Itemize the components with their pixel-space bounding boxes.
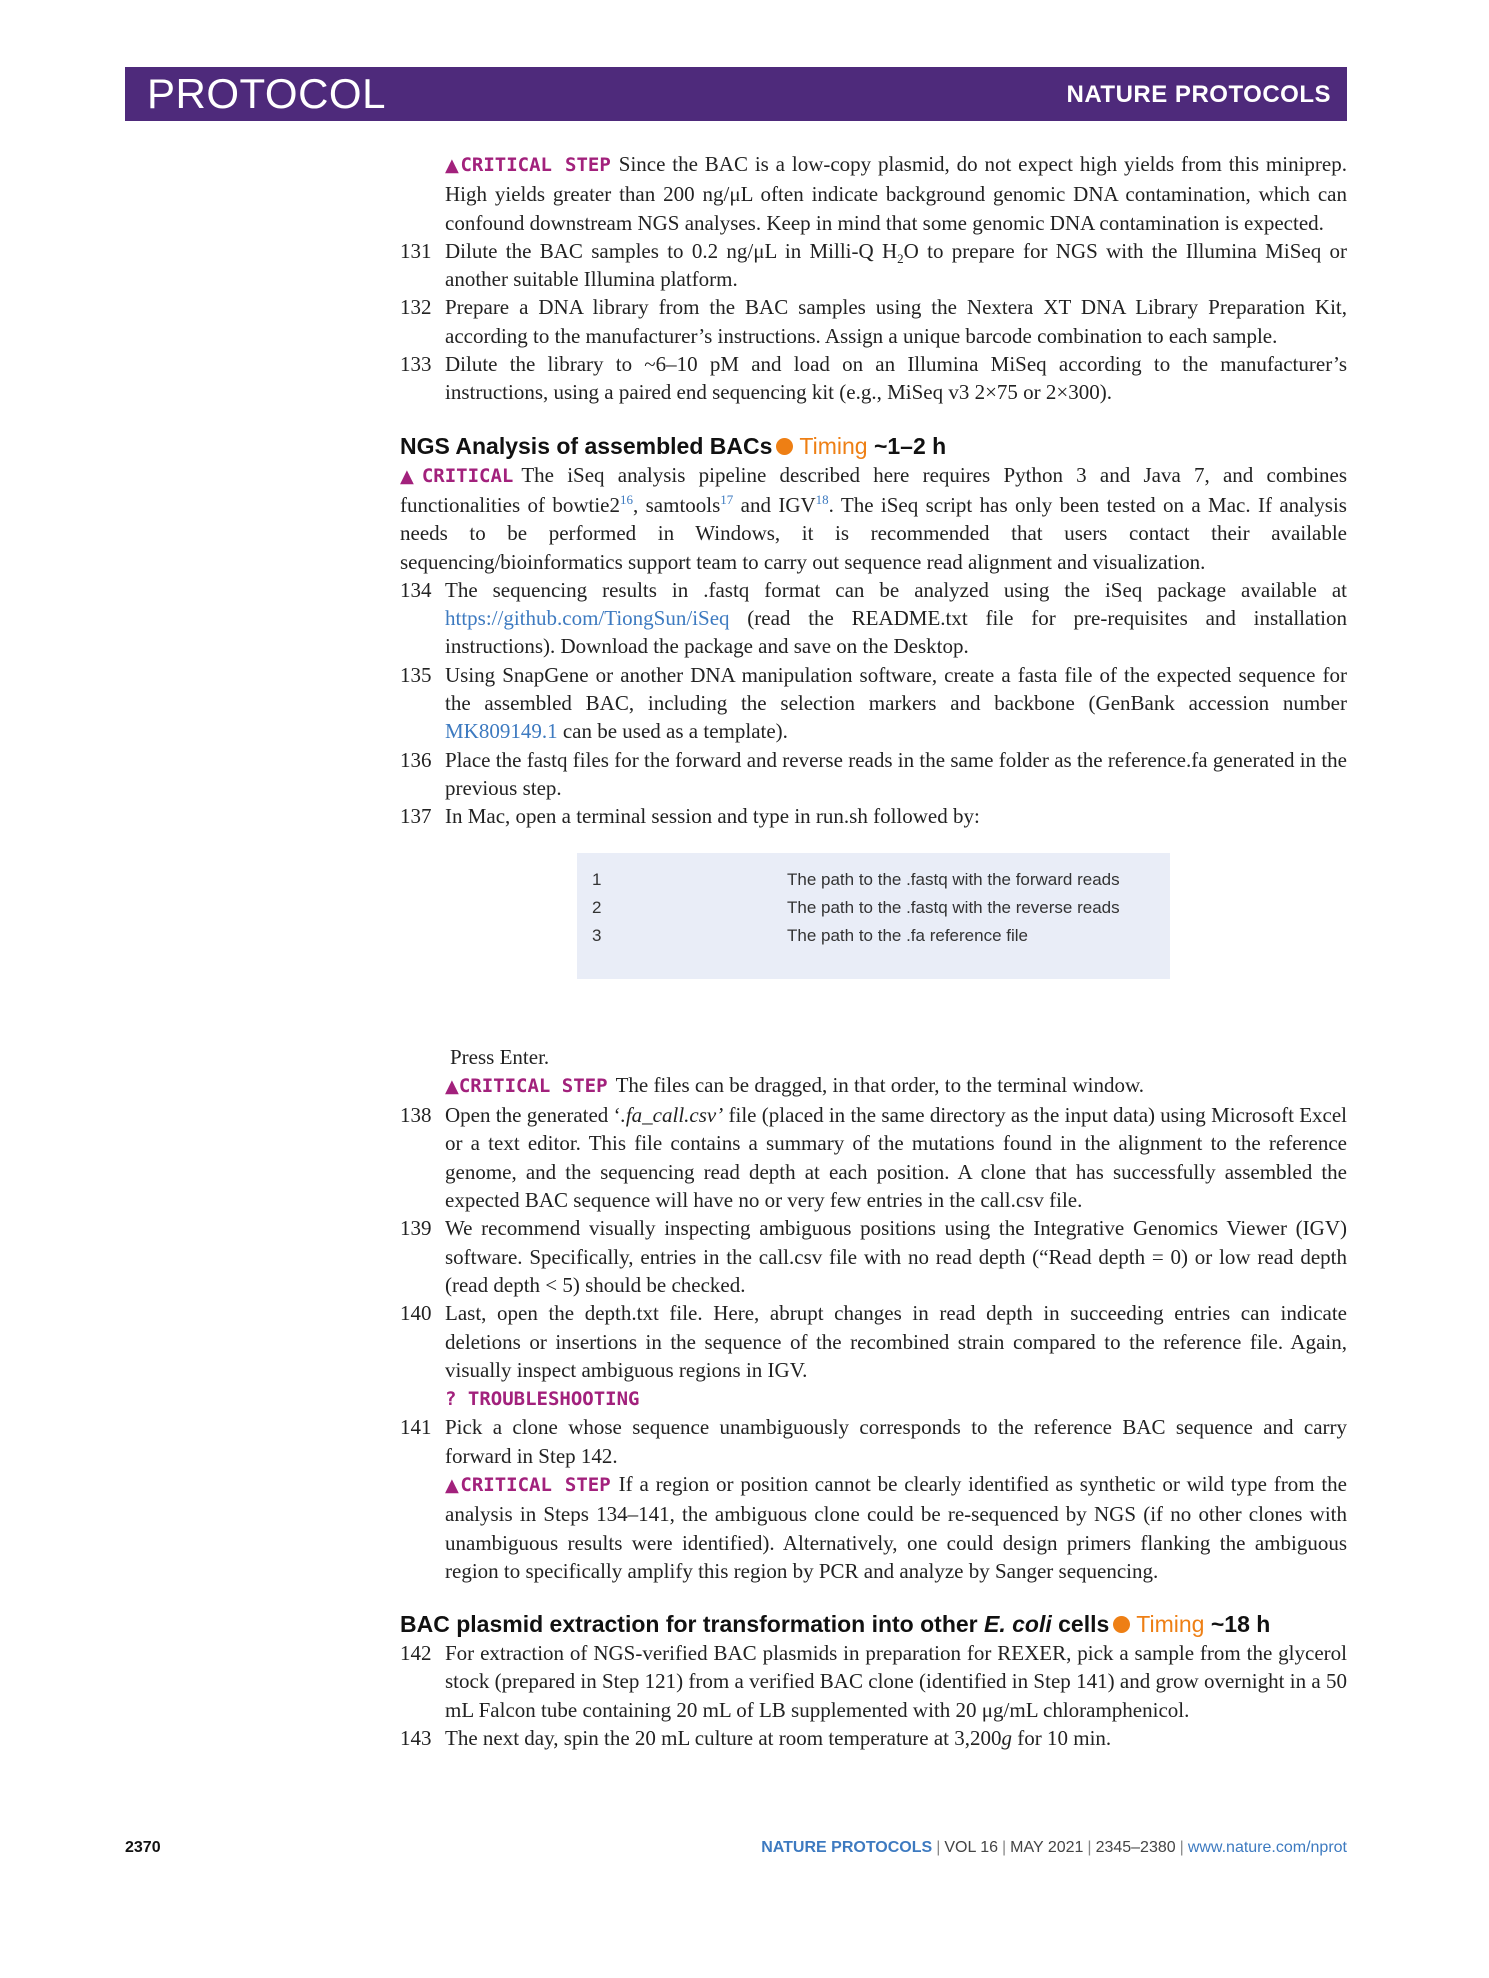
warning-triangle-icon: ▲ <box>445 1075 459 1097</box>
command-argument-row: 1 The path to the .fastq with the forward reads <box>592 869 1120 889</box>
step-131: 131 Dilute the BAC samples to 0.2 ng/μL in Milli-Q $H_2O$ to prepare for NGS with the Illumina MiSeq or another suitable Illumina platform. <box>400 238 1347 292</box>
footer-pages: 2345–2380 <box>1095 1839 1176 1856</box>
journal-name: NATURE PROTOCOLS <box>1066 81 1331 108</box>
section-type-label: PROTOCOL <box>147 70 386 117</box>
iseq-github-link[interactable]: https://github.com/TiongSun/iSeq <box>445 606 730 631</box>
step-number: 139 <box>400 1216 432 1241</box>
step-number: 142 <box>400 1641 432 1666</box>
step-136: 136 Place the fastq files for the forward and reverse reads in the same folder as the reference.fa generated in the previous step. <box>400 747 1347 800</box>
step-139: 139 We recommend visually inspecting ambiguous positions using the Integrative Genomics Viewer (IGV) software. Specifically, entries in the call.csv file with no read depth (“Read depth = 0) or low read depth (read depth < 5) should be checked. <box>400 1216 1347 1297</box>
command-arguments-box <box>577 853 1170 979</box>
section-heading-ngs-analysis: NGS Analysis of assembled BACs Timing ~1–2 h <box>400 432 947 459</box>
step-138: 138 Open the generated ‘.fa_call.csv’ file (placed in the same directory as the input data) using Microsoft Excel or a text editor. This file contains a summary of the mutations found in the alignment to the reference genome, and the sequencing read depth at each position. A clone that has successfully assembled the expected BAC sequence will have no or very few entries in the call.csv file. <box>400 1103 1347 1213</box>
header-bar <box>125 67 1347 121</box>
critical-step-ambiguous-region: ▲CRITICAL STEP If a region or position cannot be clearly identified as synthetic or wild type from the analysis in Steps 134–141, the ambiguous clone could be re-sequenced by NGS (if no other clones with unambiguous results were identified). Alternatively, one could design primers flanking the ambiguous region to specifically amplify this region by PCR and analyze by Sanger sequencing. <box>445 1471 1347 1583</box>
step-number: 138 <box>400 1103 432 1128</box>
critical-note-pipeline: ▲CRITICAL The iSeq analysis pipeline described here requires Python 3 and Java 7, and combines functionalities of $bowtie2^{16}$, samtools$^{17}$ and IGV$^{18}$. The iSeq script has only been tested on a Mac. If analysis needs to be performed in Windows, it is recommended that users contact their available sequencing/bioinformatics support team to carry out sequence read alignment and visualization. <box>400 462 1348 574</box>
footer-citation: NATURE PROTOCOLS | VOL 16 | MAY 2021 | 2345–2380 | www.nature.com/nprot <box>761 1839 1347 1856</box>
footer-date: MAY 2021 <box>1010 1839 1084 1856</box>
command-argument-row: 2 The path to the .fastq with the reverse reads <box>592 897 1120 917</box>
genbank-accession-link[interactable]: MK809149.1 <box>445 719 558 744</box>
step-number: 136 <box>400 747 432 772</box>
step-137: 137 In Mac, open a terminal session and type in run.sh followed by: <box>400 802 1347 830</box>
step-135: 135 Using SnapGene or another DNA manipulation software, create a fasta file of the expected sequence for the assembled BAC, including the selection markers and backbone (GenBank accession number MK809149.1 can be used as a template). <box>400 662 1347 744</box>
step-number: 131 <box>400 238 432 263</box>
step-number: 143 <box>400 1726 432 1751</box>
critical-step-label: ▲CRITICAL STEP <box>445 1074 608 1097</box>
troubleshooting-label: ? TROUBLESHOOTING <box>445 1388 640 1411</box>
step-142: 142 For extraction of NGS-verified BAC plasmids in preparation for REXER, pick a sample from the glycerol stock (prepared in Step 121) from a verified BAC clone (identified in Step 141) and grow overnight in a 50 mL Falcon tube containing 20 mL of LB supplemented with 20 μg/mL chloramphenicol. <box>400 1641 1347 1722</box>
page-number: 2370 <box>125 1839 161 1856</box>
reference-16[interactable]: 16 <box>620 491 634 507</box>
critical-step-label: ▲CRITICAL STEP <box>445 1473 611 1496</box>
critical-step-label: ▲CRITICAL STEP <box>445 154 611 176</box>
command-argument-row: 3 The path to the .fa reference file <box>592 925 1028 945</box>
reference-17[interactable]: 17 <box>720 491 734 507</box>
step-132: 132 Prepare a DNA library from the BAC samples using the Nextera XT DNA Library Preparation Kit, according to the manufacturer’s instructions. Assign a unique barcode combination to each sample. <box>400 295 1347 348</box>
critical-step-note: ▲CRITICAL STEP Since the BAC is a low-copy plasmid, do not expect high yields from this miniprep. High yields greater than 200 ng/μL often indicate background genomic DNA contamination, which can confound downstream NGS analyses. Keep in mind that some genomic DNA contamination is expected. <box>445 152 1347 235</box>
timing-dot-icon <box>776 438 793 455</box>
warning-triangle-icon: ▲ <box>445 155 461 176</box>
step-number: 133 <box>400 352 432 377</box>
section-heading-bac-extraction: BAC plasmid extraction for transformation into other E. coli cells Timing ~18 h <box>400 1611 1271 1638</box>
timing-dot-icon <box>1113 1616 1130 1633</box>
step-number: 134 <box>400 577 432 602</box>
step-140: 140 Last, open the depth.txt file. Here, abrupt changes in read depth in succeeding entries can indicate deletions or insertions in the sequence of the recombined strain compared to the reference file. Again, visually inspect ambiguous regions in IGV. <box>400 1301 1347 1382</box>
warning-triangle-icon: ▲ <box>400 465 422 487</box>
footer-url-link[interactable]: www.nature.com/nprot <box>1187 1839 1347 1856</box>
critical-step-drag-files: ▲CRITICAL STEP The files can be dragged, in that order, to the terminal window. <box>445 1072 1145 1097</box>
press-enter-text: Press Enter. <box>450 1044 550 1069</box>
step-number: 135 <box>400 662 432 687</box>
warning-triangle-icon: ▲ <box>445 1474 461 1496</box>
step-134: 134 The sequencing results in .fastq format can be analyzed using the iSeq package available at https://github.com/TiongSun/iSeq (read the README.txt file for pre-requisites and installation instructions). Download the package and save on the Desktop. <box>400 577 1347 659</box>
step-number: 141 <box>400 1415 432 1440</box>
step-141: 141 Pick a clone whose sequence unambiguously corresponds to the reference BAC sequence and carry forward in Step 142. <box>400 1415 1347 1468</box>
step-number: 132 <box>400 295 432 320</box>
footer-volume: VOL 16 <box>944 1839 999 1856</box>
step-143: 143 The next day, spin the 20 mL culture at room temperature at 3,200g for 10 min. <box>400 1724 1347 1752</box>
reference-18[interactable]: 18 <box>815 491 829 507</box>
critical-label: ▲CRITICAL <box>400 464 514 487</box>
step-133: 133 Dilute the library to ~6–10 pM and load on an Illumina MiSeq according to the manufacturer’s instructions, using a paired end sequencing kit (e.g., MiSeq v3 2×75 or 2×300). <box>400 352 1347 405</box>
step-number: 137 <box>400 804 432 829</box>
page-content <box>400 150 1347 1752</box>
step-number: 140 <box>400 1301 432 1326</box>
footer-journal: NATURE PROTOCOLS <box>761 1839 933 1856</box>
